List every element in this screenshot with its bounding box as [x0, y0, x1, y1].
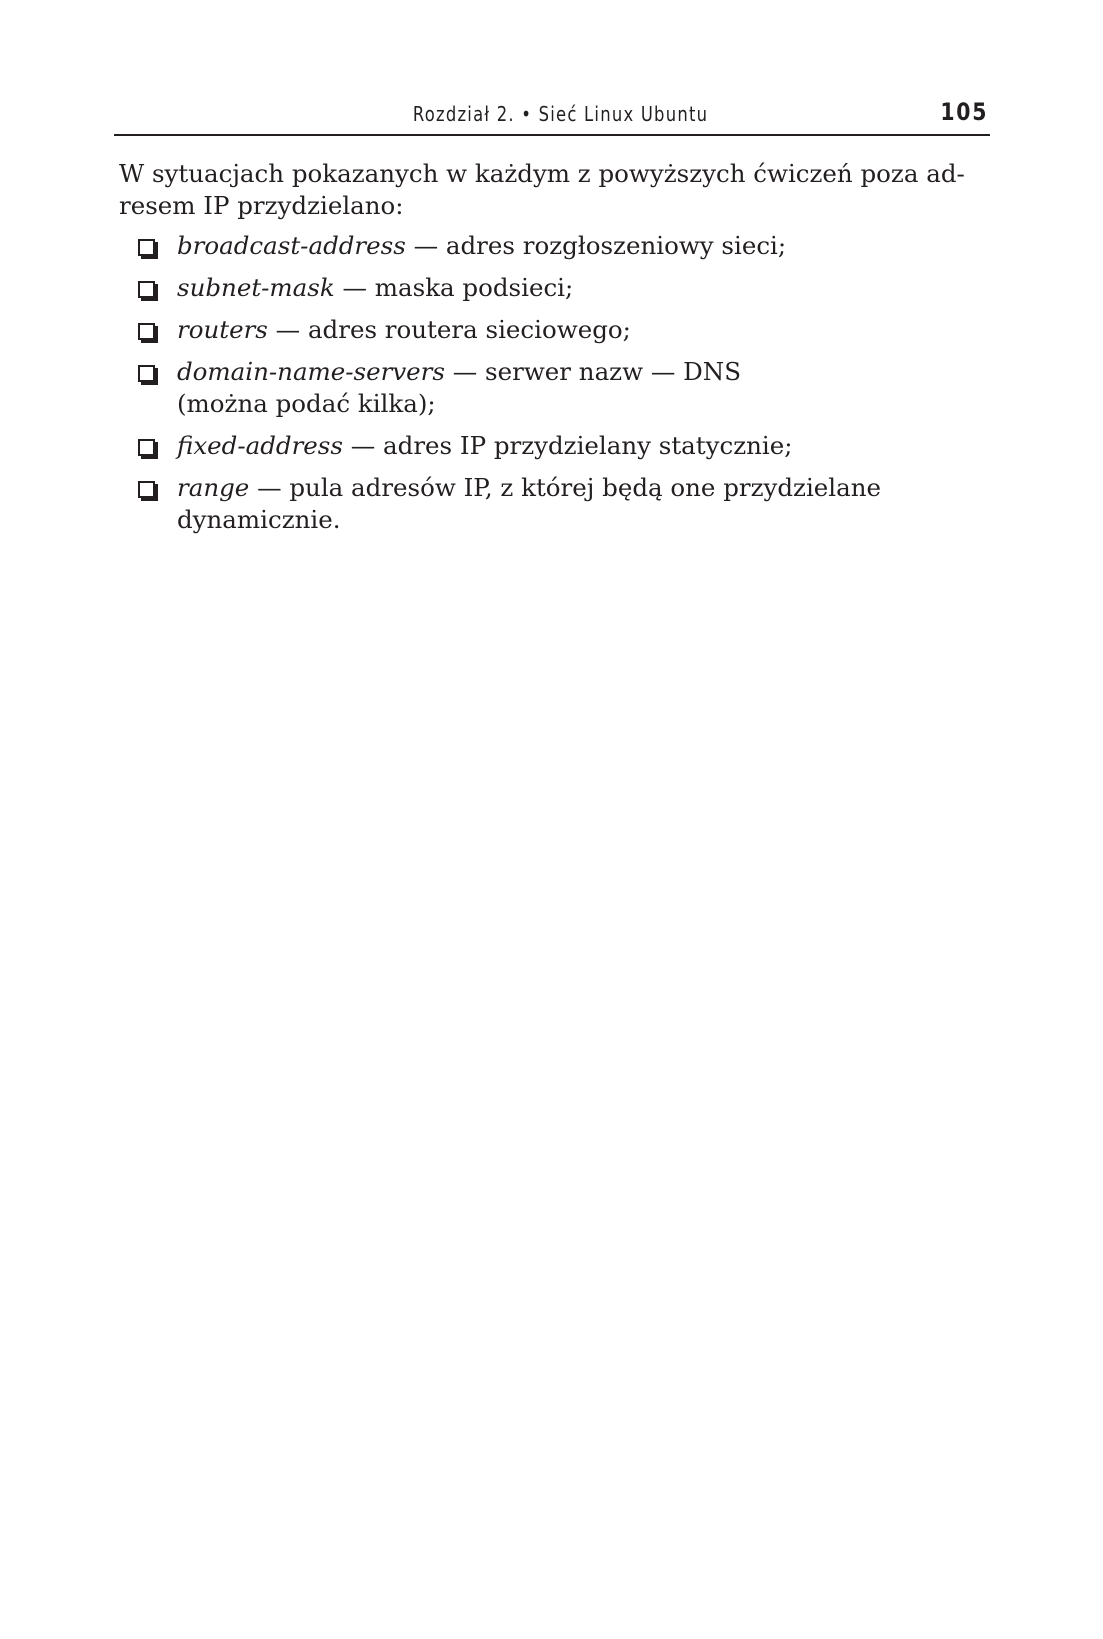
page-number: 105 [940, 98, 988, 126]
option-description: — adres rozgłoszeniowy sieci; [405, 231, 787, 260]
option-term: fixed-address [177, 431, 343, 460]
chapter-title: Rozdział 2. • Sieć Linux Ubuntu [412, 102, 708, 126]
list-item [119, 472, 991, 536]
list-item [119, 314, 991, 346]
checkbox-bullet-icon [138, 323, 155, 340]
option-term: routers [177, 315, 268, 344]
body-text [119, 158, 991, 546]
running-head [114, 96, 990, 136]
checkbox-bullet-icon [138, 439, 155, 456]
option-description: — pula adresów IP, z której będą one przydzielane [249, 473, 882, 502]
option-description: — adres IP przydzielany statycznie; [342, 431, 793, 460]
option-term: domain-name-servers [177, 357, 445, 386]
list-item [119, 230, 991, 262]
item-first-line [177, 472, 991, 504]
option-description: — maska podsieci; [334, 273, 574, 302]
checkbox-bullet-icon [138, 281, 155, 298]
list-item [119, 356, 991, 420]
option-term: range [177, 473, 250, 502]
intro-line: W sytuacjach pokazanych w każdym z powyższych ćwiczeń poza ad- [119, 159, 965, 188]
list-item [119, 272, 991, 304]
option-description: — adres routera sieciowego; [267, 315, 631, 344]
intro-line: resem IP przydzielano: [119, 191, 404, 220]
checkbox-bullet-icon [138, 239, 155, 256]
list-item [119, 430, 991, 462]
option-list [119, 230, 991, 536]
option-term: subnet-mask [177, 273, 335, 302]
item-first-line [177, 356, 991, 388]
intro-paragraph [119, 158, 991, 222]
option-description: — serwer nazw — DNS [444, 357, 742, 386]
checkbox-bullet-icon [138, 481, 155, 498]
option-term: broadcast-address [177, 231, 406, 260]
checkbox-bullet-icon [138, 365, 155, 382]
option-description-continued: dynamicznie. [177, 505, 341, 534]
option-description-continued: (można podać kilka); [177, 389, 436, 418]
